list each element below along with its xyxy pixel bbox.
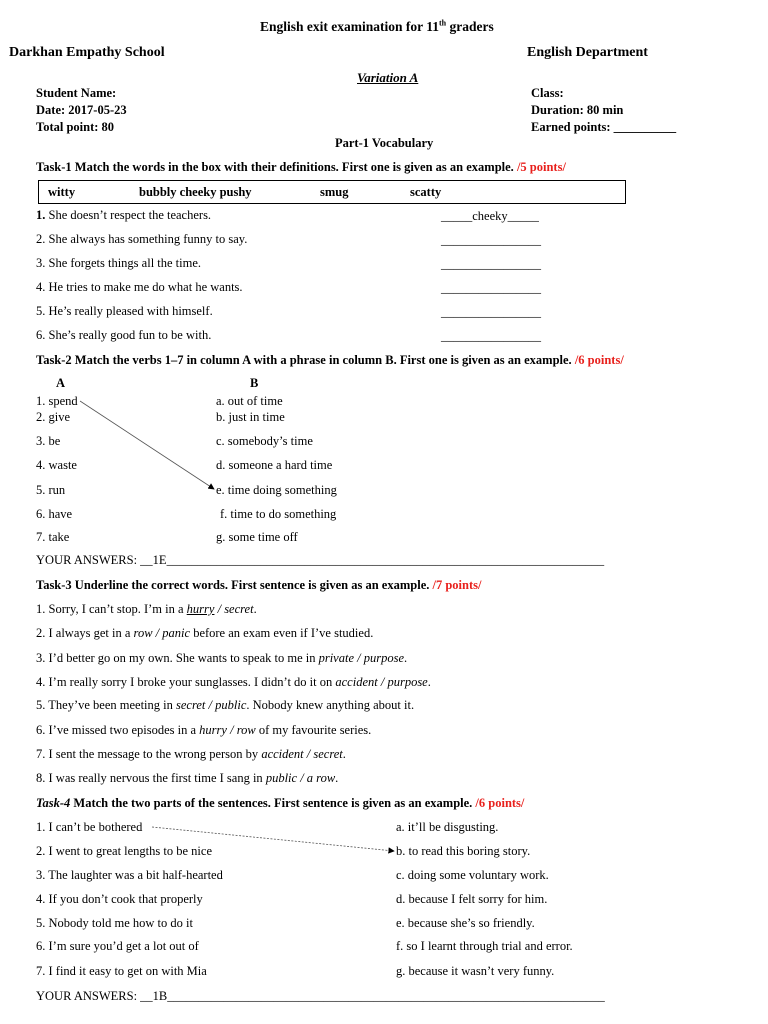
option-word[interactable]: row [236, 723, 256, 737]
option-word[interactable]: panic [162, 626, 191, 640]
sentence-end: f. so I learnt through trial and error. [396, 939, 573, 953]
verb-item: 6. have [36, 507, 73, 521]
task4-instruction: Task-4 Match the two parts of the sentences. First sentence is given as an example. /6 points/ [36, 796, 525, 810]
total-point-label: Total point: 80 [36, 120, 115, 134]
word-box-word: smug [320, 185, 349, 199]
sentence-start: 4. If you don’t cook that properly [36, 892, 203, 906]
option-word[interactable]: purpose [363, 651, 405, 665]
sentence-item: 8. I was really nervous the first time I sang in public / a row. [36, 771, 339, 785]
sentence-item: 2. I always get in a row / panic before an exam even if I’ve studied. [36, 626, 374, 640]
option-word[interactable]: secret [176, 698, 206, 712]
option-word[interactable]: secret [313, 747, 343, 761]
option-word[interactable]: row [133, 626, 153, 640]
sentence-end: g. because it wasn’t very funny. [396, 964, 555, 978]
list-item: 6. She’s really good fun to be with. [36, 328, 212, 342]
sentence-end: a. it’ll be disgusting. [396, 820, 499, 834]
word-box-word: bubbly cheeky pushy [139, 185, 252, 199]
sentence-end: d. because I felt sorry for him. [396, 892, 548, 906]
list-item: 3. She forgets things all the time. [36, 256, 202, 270]
phrase-item: b. just in time [216, 410, 285, 424]
class-label: Class: [531, 86, 564, 100]
option-word[interactable]: secret [224, 602, 254, 616]
option-word[interactable]: accident [335, 675, 378, 689]
option-word[interactable]: public [265, 771, 298, 785]
phrase-item: a. out of time [216, 394, 283, 408]
department-name: English Department [527, 45, 648, 60]
sentence-start: 7. I find it easy to get on with Mia [36, 964, 207, 978]
date-label: Date: 2017-05-23 [36, 103, 127, 117]
variation-label: Variation A [357, 70, 419, 85]
word-box-word: witty [48, 185, 76, 199]
sentence-item: 7. I sent the message to the wrong person by accident / secret. [36, 747, 346, 761]
sentence-end: b. to read this boring story. [396, 844, 531, 858]
answer-blank[interactable]: ________________ [441, 329, 541, 343]
sentence-item: 1. Sorry, I can’t stop. I’m in a hurry / secret. [36, 602, 257, 616]
option-word[interactable]: private [318, 651, 355, 665]
sentence-start: 1. I can’t be bothered [36, 820, 143, 834]
task4-answer-line[interactable]: YOUR ANSWERS: __1B______________________________________________________________________ [36, 989, 605, 1003]
option-word[interactable]: hurry [199, 723, 227, 737]
student-name-label: Student Name: [36, 86, 117, 100]
task4-example-arrow [152, 827, 394, 851]
phrase-item: f. time to do something [220, 507, 337, 521]
earned-points-field[interactable]: Earned points: __________ [531, 120, 677, 134]
verb-item: 4. waste [36, 458, 77, 472]
answer-blank[interactable]: ________________ [441, 305, 541, 319]
option-word[interactable]: hurry [186, 602, 215, 616]
option-word[interactable]: accident [261, 747, 304, 761]
answer-blank[interactable]: ________________ [441, 257, 541, 271]
sentence-item: 3. I’d better go on my own. She wants to speak to me in private / purpose. [36, 651, 408, 665]
list-item: 1. She doesn’t respect the teachers. [36, 208, 212, 222]
sentence-start: 5. Nobody told me how to do it [36, 916, 193, 930]
school-name: Darkhan Empathy School [9, 45, 165, 60]
verb-item: 3. be [36, 434, 61, 448]
sentence-start: 6. I’m sure you’d get a lot out of [36, 939, 199, 953]
phrase-item: g. some time off [216, 530, 298, 544]
duration-label: Duration: 80 min [531, 103, 624, 117]
list-item: 2. She always has something funny to say. [36, 232, 248, 246]
verb-item: 7. take [36, 530, 70, 544]
column-a-header: A [56, 376, 66, 390]
task3-instruction: Task-3 Underline the correct words. First sentence is given as an example. /7 points/ [36, 578, 482, 592]
answer-blank[interactable]: _____cheeky_____ [441, 209, 539, 223]
verb-item: 5. run [36, 483, 66, 497]
list-item: 4. He tries to make me do what he wants. [36, 280, 243, 294]
phrase-item: c. somebody’s time [216, 434, 313, 448]
verb-item: 2. give [36, 410, 71, 424]
sentence-item: 4. I’m really sorry I broke your sunglasses. I didn’t do it on accident / purpose. [36, 675, 431, 689]
task2-instruction: Task-2 Match the verbs 1–7 in column A with a phrase in column B. First one is given as an example. /6 points/ [36, 353, 624, 367]
part-heading: Part-1 Vocabulary [335, 136, 434, 150]
word-box-word: scatty [410, 185, 442, 199]
sentence-end: c. doing some voluntary work. [396, 868, 549, 882]
sentence-item: 6. I’ve missed two episodes in a hurry / row of my favourite series. [36, 723, 372, 737]
task2-example-arrow [80, 401, 214, 489]
phrase-item: d. someone a hard time [216, 458, 333, 472]
option-word[interactable]: public [215, 698, 247, 712]
list-item: 5. He’s really pleased with himself. [36, 304, 213, 318]
sentence-end: e. because she’s so friendly. [396, 916, 535, 930]
sentence-start: 3. The laughter was a bit half-hearted [36, 868, 223, 882]
answer-blank[interactable]: ________________ [441, 281, 541, 295]
verb-item: 1. spend [36, 394, 78, 408]
option-word[interactable]: a row [306, 771, 336, 785]
sentence-item: 5. They’ve been meeting in secret / public. Nobody knew anything about it. [36, 698, 415, 712]
task1-instruction: Task-1 Match the words in the box with their definitions. First one is given as an example. /5 points/ [36, 160, 566, 174]
sentence-start: 2. I went to great lengths to be nice [36, 844, 212, 858]
phrase-item: e. time doing something [216, 483, 337, 497]
column-b-header: B [250, 376, 259, 390]
answer-blank[interactable]: ________________ [441, 233, 541, 247]
task2-answer-line[interactable]: YOUR ANSWERS: __1E______________________________________________________________________ [36, 553, 605, 567]
option-word[interactable]: purpose [387, 675, 428, 689]
exam-title: English exit examination for 11th graders [260, 18, 494, 34]
